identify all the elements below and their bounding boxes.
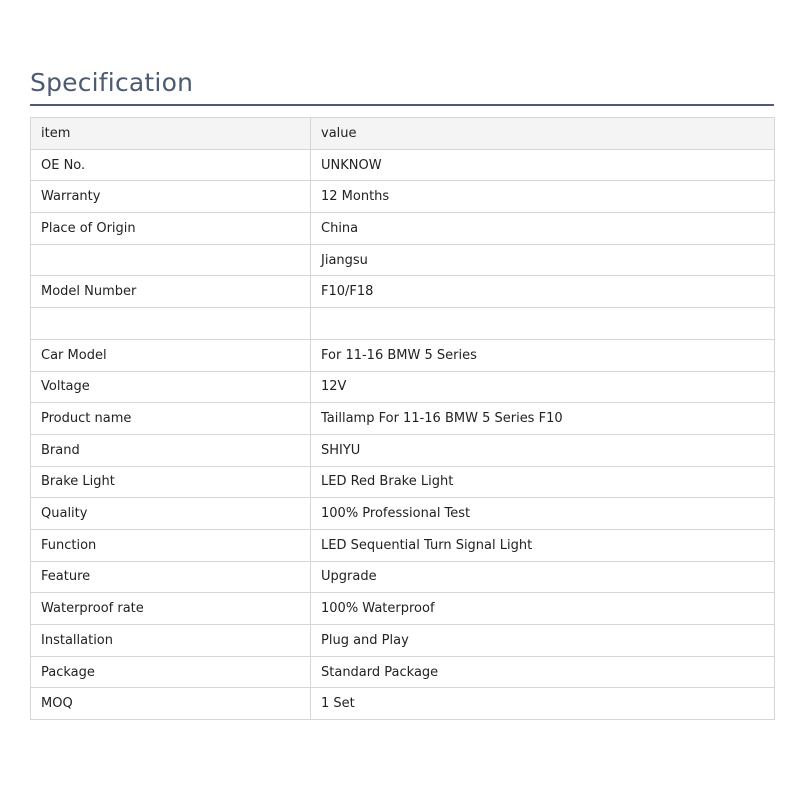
row-value-cell bbox=[311, 308, 775, 340]
table-row bbox=[31, 244, 775, 276]
row-item-cell: Brand bbox=[31, 434, 311, 466]
table-row bbox=[31, 308, 775, 340]
row-value-cell: 12V bbox=[311, 371, 775, 403]
row-item-cell: Package bbox=[31, 656, 311, 688]
column-header-item: item bbox=[31, 118, 311, 150]
row-item-cell bbox=[31, 308, 311, 340]
row-value-cell: F10/F18 bbox=[311, 276, 775, 308]
table-row bbox=[31, 529, 775, 561]
row-value-cell: Upgrade bbox=[311, 561, 775, 593]
row-item-cell: Warranty bbox=[31, 181, 311, 213]
heading-divider bbox=[30, 104, 774, 106]
table-row bbox=[31, 656, 775, 688]
row-value-cell: LED Red Brake Light bbox=[311, 466, 775, 498]
page-title: Specification bbox=[30, 68, 194, 97]
table-row bbox=[31, 181, 775, 213]
row-item-cell: Function bbox=[31, 529, 311, 561]
row-value-cell: Jiangsu bbox=[311, 244, 775, 276]
row-value-cell: 12 Months bbox=[311, 181, 775, 213]
row-item-cell: OE No. bbox=[31, 149, 311, 181]
row-item-cell: Place of Origin bbox=[31, 213, 311, 245]
row-item-cell: Product name bbox=[31, 403, 311, 435]
row-value-cell: Taillamp For 11-16 BMW 5 Series F10 bbox=[311, 403, 775, 435]
table-row bbox=[31, 213, 775, 245]
table-row bbox=[31, 625, 775, 657]
row-value-cell: Plug and Play bbox=[311, 625, 775, 657]
row-value-cell: China bbox=[311, 213, 775, 245]
row-value-cell: Standard Package bbox=[311, 656, 775, 688]
table-row bbox=[31, 149, 775, 181]
table-row bbox=[31, 276, 775, 308]
row-item-cell: Feature bbox=[31, 561, 311, 593]
row-item-cell: Car Model bbox=[31, 339, 311, 371]
row-value-cell: LED Sequential Turn Signal Light bbox=[311, 529, 775, 561]
row-item-cell: Installation bbox=[31, 625, 311, 657]
row-item-cell: Waterproof rate bbox=[31, 593, 311, 625]
row-value-cell: SHIYU bbox=[311, 434, 775, 466]
table-row bbox=[31, 434, 775, 466]
row-value-cell: 100% Professional Test bbox=[311, 498, 775, 530]
row-value-cell: 100% Waterproof bbox=[311, 593, 775, 625]
row-item-cell: MOQ bbox=[31, 688, 311, 720]
specification-table bbox=[30, 117, 775, 720]
table-header-row bbox=[31, 118, 775, 150]
table-row bbox=[31, 561, 775, 593]
row-item-cell: Quality bbox=[31, 498, 311, 530]
row-item-cell: Voltage bbox=[31, 371, 311, 403]
table-row bbox=[31, 339, 775, 371]
table-row bbox=[31, 403, 775, 435]
table-row bbox=[31, 593, 775, 625]
row-value-cell: 1 Set bbox=[311, 688, 775, 720]
row-item-cell bbox=[31, 244, 311, 276]
row-item-cell: Model Number bbox=[31, 276, 311, 308]
row-item-cell: Brake Light bbox=[31, 466, 311, 498]
table-row bbox=[31, 466, 775, 498]
column-header-value: value bbox=[311, 118, 775, 150]
row-value-cell: UNKNOW bbox=[311, 149, 775, 181]
table-row bbox=[31, 498, 775, 530]
row-value-cell: For 11-16 BMW 5 Series bbox=[311, 339, 775, 371]
table-row bbox=[31, 371, 775, 403]
table-row bbox=[31, 688, 775, 720]
